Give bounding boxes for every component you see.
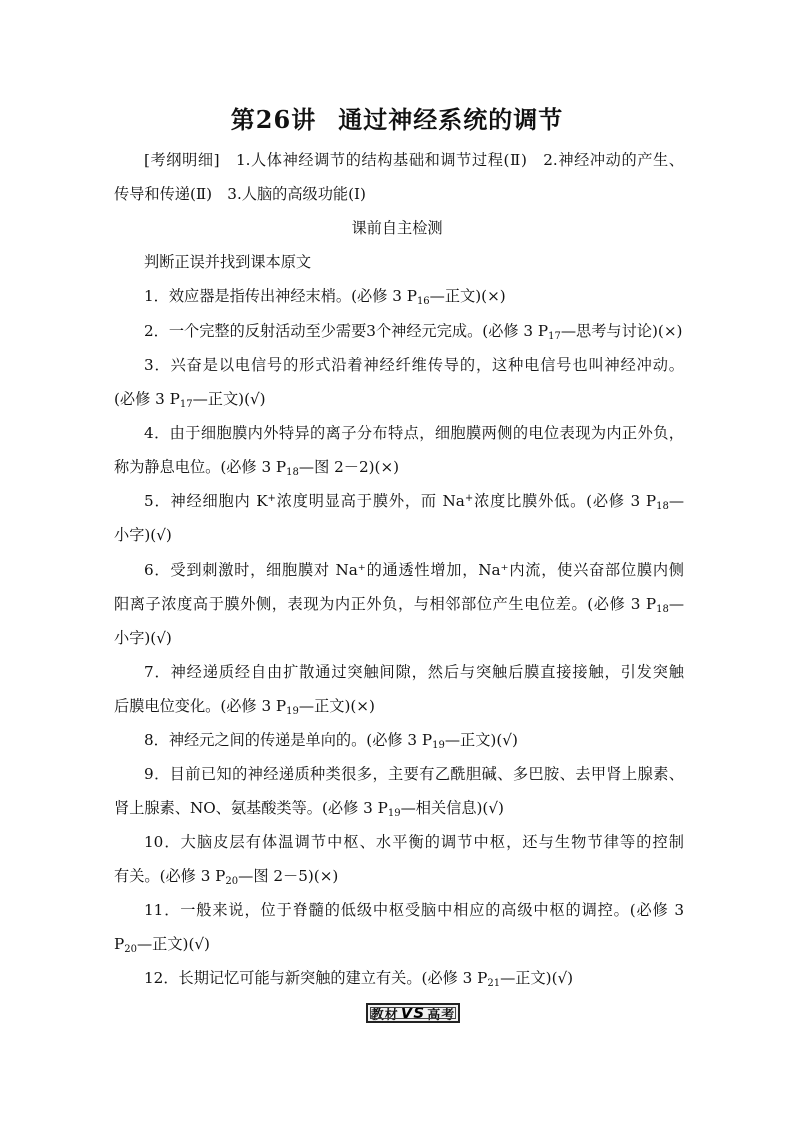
page-title xyxy=(0,100,794,135)
question-item-11-cont: $P_{20}—$正文)(√) xyxy=(114,935,210,955)
lecture-number: 第26讲 xyxy=(230,105,317,134)
logo-right-text: 高考 xyxy=(427,1007,456,1023)
question-item-9: 9．目前已知的神经递质种类很多，主要有乙酰胆碱、多巴胺、去甲肾上腺素、 xyxy=(144,765,684,783)
instruction: 判断正误并找到课本原文 xyxy=(144,253,312,271)
question-item-6: 6．受到刺激时，细胞膜对 Na⁺的通透性增加，Na⁺内流，使兴奋部位膜内侧 xyxy=(144,561,684,579)
question-item-10-cont: 有关。(必修 3 $P_{20}—$图 2－5)(×) xyxy=(114,867,339,887)
question-item-11: 11．一般来说，位于脊髓的低级中枢受脑中相应的高级中枢的调控。(必修 3 xyxy=(144,901,684,919)
section-title: 课前自主检测 xyxy=(351,219,443,237)
textbook-vs-exam-logo xyxy=(366,1003,460,1023)
question-item-6-cont: 阳离子浓度高于膜外侧，表现为内正外负，与相邻部位产生电位差。(必修 3 $P_{18}—$ xyxy=(114,595,684,615)
question-item-4: 4．由于细胞膜内外特异的离子分布特点，细胞膜两侧的电位表现为内正外负， xyxy=(144,424,684,442)
question-item-3: 3．兴奋是以电信号的形式沿着神经纤维传导的，这种电信号也叫神经冲动。 xyxy=(144,356,684,374)
question-item-12: 12．长期记忆可能与新突触的建立有关。(必修 3 $P_{21}—$正文)(√) xyxy=(144,969,574,989)
question-item-4-cont: 称为静息电位。(必修 3 $P_{18}—$图 2－2)(×) xyxy=(114,458,400,478)
outline-line-2: 传导和传递(Ⅱ) 3.人脑的高级功能(Ⅰ) xyxy=(114,185,366,203)
outline-line-1: [考纲明细] 1.人体神经调节的结构基础和调节过程(Ⅱ) 2.神经冲动的产生、 xyxy=(144,151,684,169)
lecture-topic: 通过神经系统的调节 xyxy=(338,105,564,134)
question-item-5: 5．神经细胞内 K+浓度明显高于膜外，而 Na+浓度比膜外低。(必修 3 $P_{18}—$ xyxy=(144,492,685,512)
question-item-8: 8．神经元之间的传递是单向的。(必修 3 $P_{19}—$正文)(√) xyxy=(144,731,518,751)
question-item-2: 2．一个完整的反射活动至少需要3个神经元完成。(必修 3 $P_{17}—$思考与讨论)(×) xyxy=(144,322,683,342)
question-item-10: 10．大脑皮层有体温调节中枢、水平衡的调节中枢，还与生物节律等的控制 xyxy=(144,833,684,851)
question-item-3-cont: (必修 3 $P_{17}—$正文)(√) xyxy=(114,390,266,410)
logo-vs-text: VS xyxy=(400,1004,426,1022)
question-item-1: 1．效应器是指传出神经末梢。(必修 3 $P_{16}—$正文)(×) xyxy=(144,287,506,307)
question-item-7: 7．神经递质经自由扩散通过突触间隙，然后与突触后膜直接接触，引发突触 xyxy=(144,663,684,681)
logo-left-text: 教材 xyxy=(370,1007,399,1023)
question-item-6-cont-2: 小字)(√) xyxy=(114,629,172,647)
question-item-5-cont: 小字)(√) xyxy=(114,526,172,544)
question-item-7-cont: 后膜电位变化。(必修 3 $P_{19}—$正文)(×) xyxy=(114,697,375,717)
question-item-9-cont: 肾上腺素、NO、氨基酸类等。(必修 3 $P_{19}—$相关信息)(√) xyxy=(114,799,504,819)
